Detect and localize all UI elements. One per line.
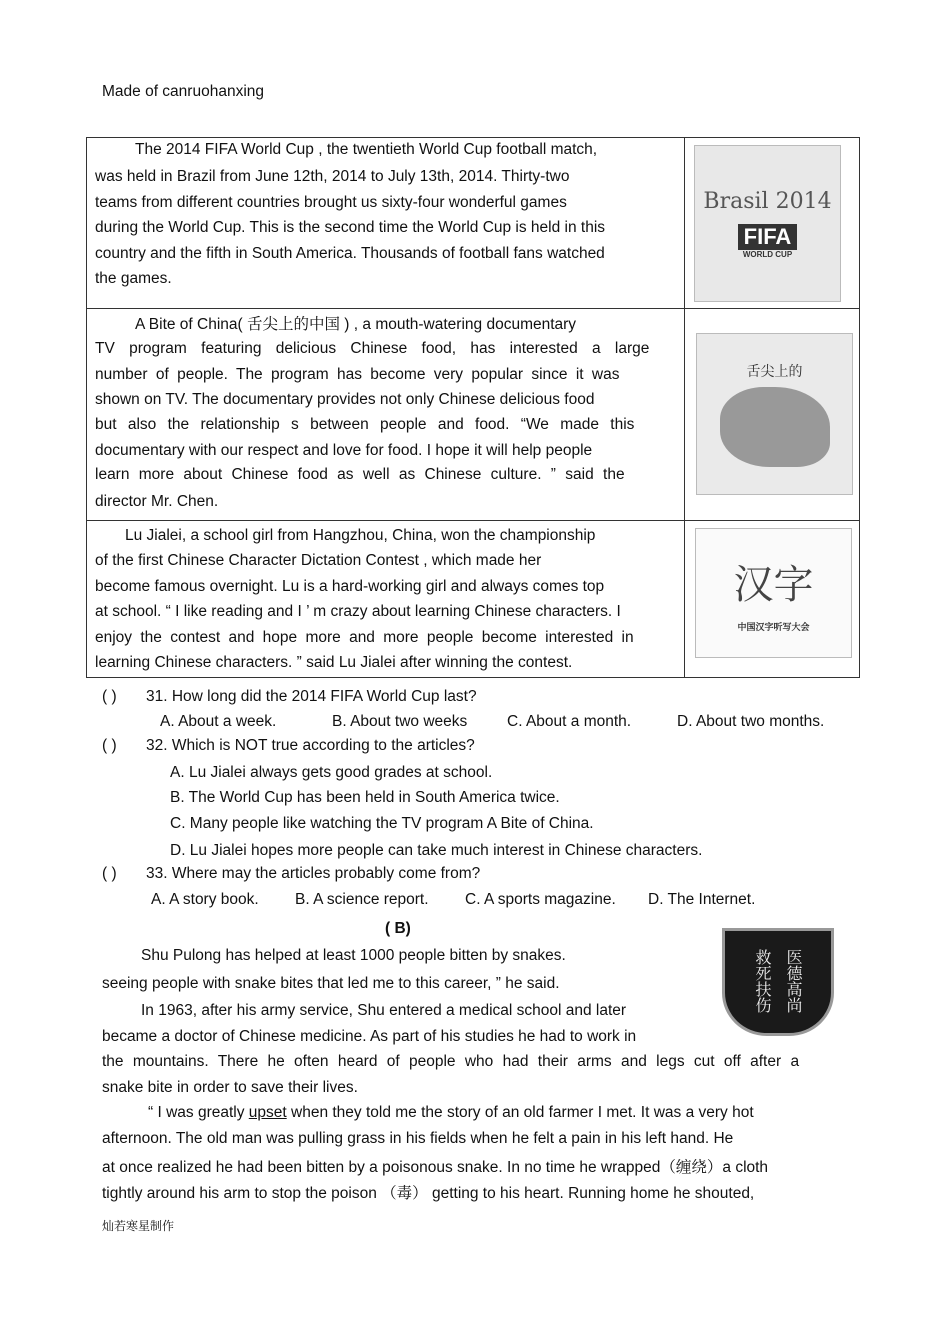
question-text: 31. How long did the 2014 FIFA World Cup last?	[146, 688, 477, 705]
text-line: at once realized he had been bitten by a poisonous snake. In no time he wrapped（缠绕）a cloth	[102, 1159, 769, 1176]
banner-text: 救死扶伤	[753, 949, 772, 1013]
text-line: tightly around his arm to stop the poison （毒） getting to his heart. Running home he shouted,	[102, 1185, 755, 1202]
text-line: A Bite of China( 舌尖上的中国 ) , a mouth-watering documentary	[135, 316, 577, 333]
logo-text: 汉字	[733, 562, 814, 608]
answer-blank[interactable]: ( )	[102, 865, 117, 882]
text-line: enjoy the contest and hope more and more people become interested in	[95, 629, 634, 646]
text-line: documentary with our respect and love for food. I hope it will help people	[95, 442, 593, 459]
table-divider	[86, 308, 860, 309]
table-divider	[684, 137, 685, 678]
text-line: learn more about Chinese food as well as Chinese culture. ” said the	[95, 466, 625, 483]
logo-caption: 中国汉字听写大会	[737, 622, 810, 632]
text-line: number of people. The program has become very popular since it was	[95, 366, 620, 383]
answer-blank[interactable]: ( )	[102, 688, 117, 705]
text-line: but also the relationship s between people and food. “We made this	[95, 416, 635, 433]
text-line: In 1963, after his army service, Shu entered a medical school and later	[141, 1002, 627, 1019]
option: B. About two weeks	[332, 713, 468, 730]
logo-text: Brasil 2014	[703, 188, 832, 214]
text-line: the mountains. There he often heard of people who had their arms and legs cut off after a	[102, 1053, 800, 1070]
text-line: shown on TV. The documentary provides not only Chinese delicious food	[95, 391, 595, 408]
text-line: became a doctor of Chinese medicine. As part of his studies he had to work in	[102, 1028, 637, 1045]
text-span: “ I was greatly	[148, 1104, 249, 1121]
option: D. The Internet.	[648, 891, 756, 908]
option: C. About a month.	[507, 713, 632, 730]
option: C. Many people like watching the TV program A Bite of China.	[170, 815, 594, 832]
section-title: ( B)	[385, 920, 411, 937]
worldcup-logo-image	[694, 145, 841, 302]
text-line: of the first Chinese Character Dictation Contest , which made her	[95, 552, 542, 569]
table-divider	[86, 520, 860, 521]
option: A. About a week.	[160, 713, 277, 730]
option: B. A science report.	[295, 891, 429, 908]
dictation-contest-logo	[695, 528, 852, 658]
text-line: Lu Jialei, a school girl from Hangzhou, China, won the championship	[125, 527, 596, 544]
image-title: 舌尖上的	[746, 363, 803, 379]
text-line: afternoon. The old man was pulling grass in his fields when he felt a pain in his left hand. He	[102, 1130, 734, 1147]
question-text: 33. Where may the articles probably come from?	[146, 865, 481, 882]
banner-image	[722, 928, 834, 1036]
option: D. About two months.	[677, 713, 825, 730]
footer-text: 灿若寒星制作	[102, 1219, 175, 1233]
text-line: country and the fifth in South America. Thousands of football fans watched	[95, 245, 605, 262]
logo-text: WORLD CUP	[742, 249, 793, 259]
text-line: the games.	[95, 270, 172, 287]
option: A. A story book.	[151, 891, 259, 908]
option: A. Lu Jialei always gets good grades at school.	[170, 764, 493, 781]
text-line: teams from different countries brought us sixty-four wonderful games	[95, 194, 567, 211]
question-text: 32. Which is NOT true according to the articles?	[146, 737, 475, 754]
bite-of-china-image	[696, 333, 853, 495]
text-line: seeing people with snake bites that led me to this career, ” he said.	[102, 975, 560, 992]
logo-text: FIFA	[738, 224, 798, 250]
banner-text: 医德高尚	[784, 949, 803, 1013]
underlined-word: upset	[248, 1104, 287, 1121]
option: D. Lu Jialei hopes more people can take much interest in Chinese characters.	[170, 842, 703, 859]
text-line: The 2014 FIFA World Cup , the twentieth World Cup football match,	[135, 141, 598, 158]
text-line: become famous overnight. Lu is a hard-working girl and always comes top	[95, 578, 605, 595]
text-line: Shu Pulong has helped at least 1000 people bitten by snakes.	[141, 947, 566, 964]
answer-blank[interactable]: ( )	[102, 737, 117, 754]
china-map-shape	[720, 387, 830, 467]
text-line: TV program featuring delicious Chinese food, has interested a large	[95, 340, 650, 357]
text-line: at school. “ I like reading and I ’ m crazy about learning Chinese characters. I	[95, 603, 621, 620]
text-line: during the World Cup. This is the second time the World Cup is held in this	[95, 219, 606, 236]
text-line: director Mr. Chen.	[95, 493, 219, 510]
text-span: when they told me the story of an old farmer I met. It was a very hot	[286, 1104, 754, 1121]
option: C. A sports magazine.	[465, 891, 616, 908]
text-line: was held in Brazil from June 12th, 2014 to July 13th, 2014. Thirty-two	[95, 168, 570, 185]
text-line: snake bite in order to save their lives.	[102, 1079, 358, 1096]
option: B. The World Cup has been held in South America twice.	[170, 789, 560, 806]
text-line	[148, 1104, 754, 1122]
text-line: learning Chinese characters. ” said Lu Jialei after winning the contest.	[95, 654, 573, 671]
header-text: Made of canruohanxing	[102, 83, 265, 100]
